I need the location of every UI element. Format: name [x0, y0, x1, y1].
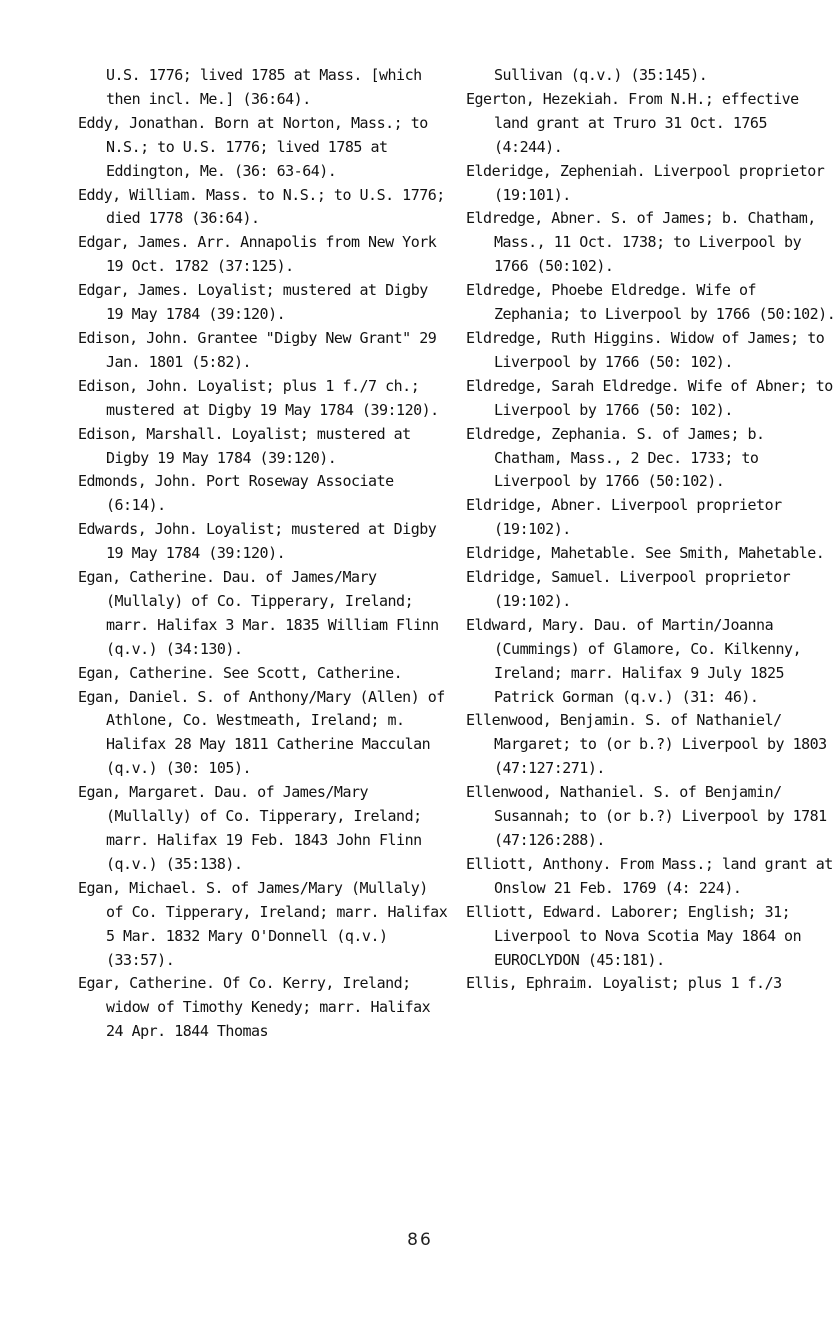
index-entry: Eldridge, Mahetable. See Smith, Mahetable.	[466, 544, 825, 563]
index-entry: Eldredge, Ruth Higgins. Widow of James; to Liverpool by 1766 (50: 102).	[466, 328, 825, 371]
index-entry: Egan, Daniel. S. of Anthony/Mary (Allen) of Athlone, Co. Westmeath, Ireland; m. Halifax 28 May 1811 Catherine Macculan (q.v.) (30: 105).	[78, 687, 445, 778]
index-entry: Eddy, William. Mass. to N.S.; to U.S. 1776; died 1778 (36:64).	[78, 185, 445, 228]
index-entry: Edison, Marshall. Loyalist; mustered at Digby 19 May 1784 (39:120).	[78, 424, 411, 467]
index-entry: Eldridge, Abner. Liverpool proprietor (19:102).	[466, 496, 782, 539]
index-entry: Eldredge, Phoebe Eldredge. Wife of Zephania; to Liverpool by 1766 (50:102).	[466, 281, 836, 324]
index-entry: Eddy, Jonathan. Born at Norton, Mass.; to N.S.; to U.S. 1776; lived 1785 at Eddington, Me. (36: 63-64).	[78, 113, 428, 180]
index-entry: Ellenwood, Nathaniel. S. of Benjamin/ Susannah; to (or b.?) Liverpool by 1781 (47:126:288).	[466, 783, 827, 849]
index-entry: Eldredge, Zephania. S. of James; b. Chatham, Mass., 2 Dec. 1733; to Liverpool by 1766 (50:102).	[466, 424, 765, 491]
index-entry: Eldredge, Abner. S. of James; b. Chatham, Mass., 11 Oct. 1738; to Liverpool by 1766 (50:102).	[466, 209, 816, 276]
index-entry: Edison, John. Grantee "Digby New Grant" 29 Jan. 1801 (5:82).	[78, 328, 437, 371]
page-number: 86	[407, 1230, 433, 1250]
left-column	[78, 64, 448, 1044]
index-entry: Elliott, Edward. Laborer; English; 31; Liverpool to Nova Scotia May 1864 on EUROCLYDON (45:181).	[466, 902, 802, 969]
index-entry: Elderidge, Zepheniah. Liverpool proprietor (19:101).	[466, 161, 825, 204]
index-entry: Elliott, Anthony. From Mass.; land grant at Onslow 21 Feb. 1769 (4: 224).	[466, 854, 833, 897]
entry-continuation: Sullivan (q.v.) (35:145).	[494, 66, 708, 84]
index-entry: Edgar, James. Arr. Annapolis from New York 19 Oct. 1782 (37:125).	[78, 233, 437, 276]
index-entry: Egan, Catherine. Dau. of James/Mary (Mullaly) of Co. Tipperary, Ireland; marr. Halifax 3 Mar. 1835 William Flinn (q.v.) (34:130).	[78, 568, 439, 658]
entry-continuation: U.S. 1776; lived 1785 at Mass. [which then incl. Me.] (36:64).	[106, 66, 422, 108]
index-entry: Ellis, Ephraim. Loyalist; plus 1 f./3	[466, 974, 782, 993]
index-entry: Egan, Catherine. See Scott, Catherine.	[78, 663, 403, 682]
index-entry: Edison, John. Loyalist; plus 1 f./7 ch.; mustered at Digby 19 May 1784 (39:120).	[78, 376, 439, 419]
index-entry: Egan, Margaret. Dau. of James/Mary (Mullally) of Co. Tipperary, Ireland; marr. Halifax 19 Feb. 1843 John Flinn (q.v.) (35:138).	[78, 783, 422, 873]
index-entry: Egar, Catherine. Of Co. Kerry, Ireland; widow of Timothy Kenedy; marr. Halifax 24 Apr. 1844 Thomas	[78, 974, 431, 1041]
index-entry: Eldridge, Samuel. Liverpool proprietor (19:102).	[466, 568, 791, 610]
index-entry: Egerton, Hezekiah. From N.H.; effective land grant at Truro 31 Oct. 1765 (4:244).	[466, 89, 799, 156]
right-column	[466, 64, 836, 996]
index-entry: Egan, Michael. S. of James/Mary (Mullaly) of Co. Tipperary, Ireland; marr. Halifax 5 Mar. 1832 Mary O'Donnell (q.v.) (33:57).	[78, 878, 448, 969]
index-entry: Edmonds, John. Port Roseway Associate (6:14).	[78, 472, 394, 515]
index-entry: Eldredge, Sarah Eldredge. Wife of Abner; to Liverpool by 1766 (50: 102).	[466, 376, 833, 419]
index-entry: Ellenwood, Benjamin. S. of Nathaniel/ Margaret; to (or b.?) Liverpool by 1803 (47:127:271).	[466, 711, 827, 778]
index-entry: Eldward, Mary. Dau. of Martin/Joanna (Cummings) of Glamore, Co. Kilkenny, Ireland; marr. Halifax 9 July 1825 Patrick Gorman (q.v.) (31: 46).	[466, 615, 802, 706]
index-entry: Edwards, John. Loyalist; mustered at Digby 19 May 1784 (39:120).	[78, 520, 437, 563]
index-entry: Edgar, James. Loyalist; mustered at Digby 19 May 1784 (39:120).	[78, 281, 428, 324]
